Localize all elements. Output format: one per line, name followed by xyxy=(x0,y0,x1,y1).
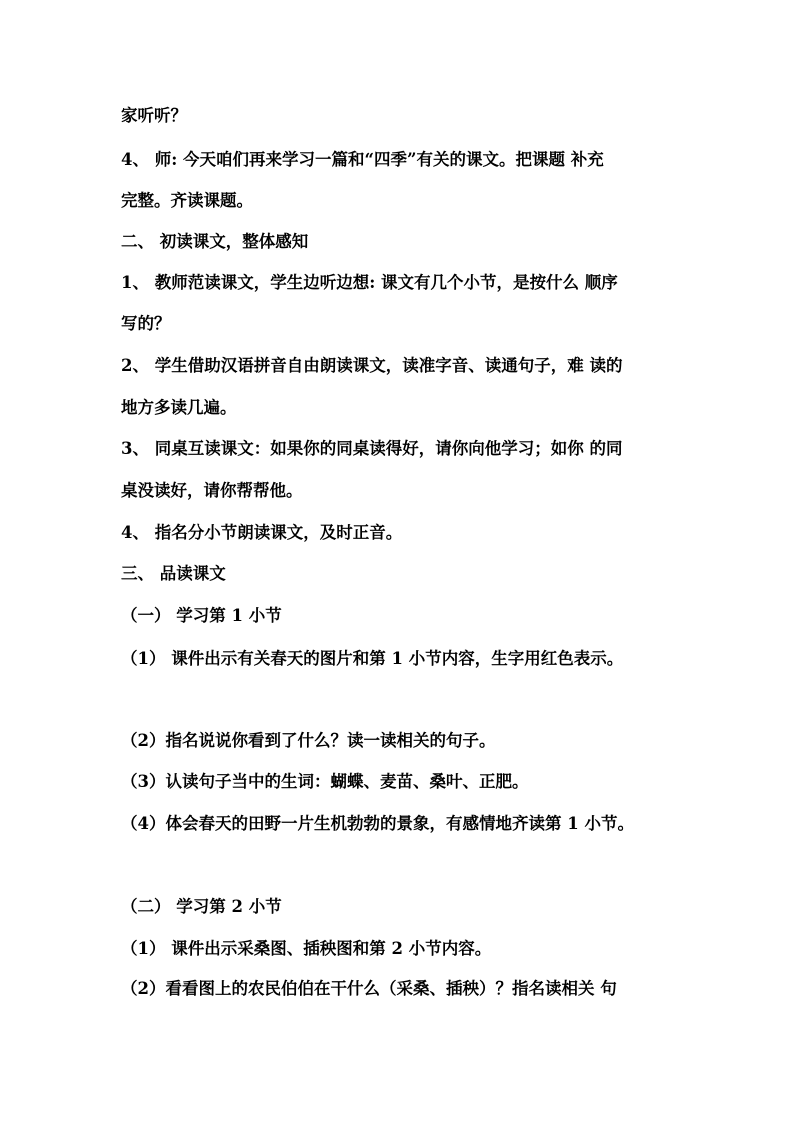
subsection-heading: （二） 学习第 2 小节 xyxy=(121,897,282,916)
text-line: 桌没读好，请你帮帮他。 xyxy=(121,481,303,500)
text-line: 4、 师: 今天咱们再来学习一篇和“四季”有关的课文。把课题 补充 xyxy=(121,150,604,169)
text-line: （1） 课件出示有关春天的图片和第 1 小节内容，生字用红色表示。 xyxy=(121,649,624,668)
text-line: （2）看看图上的农民伯伯在干什么（采桑、插秧）？指名读相关 句 xyxy=(121,979,617,998)
text-line: （4）体会春天的田野一片生机勃勃的景象，有感情地齐读第 1 小节。 xyxy=(121,814,634,833)
text-line: （3）认读句子当中的生词：蝴蝶、麦苗、桑叶、正肥。 xyxy=(121,772,529,791)
text-line: 地方多读几遍。 xyxy=(121,398,237,417)
text-line: （2）指名说说你看到了什么？读一读相关的句子。 xyxy=(121,731,496,750)
section-heading: 二、 初读课文，整体感知 xyxy=(121,232,309,251)
subsection-heading: （一） 学习第 1 小节 xyxy=(121,606,282,625)
text-line: 1、 教师范读课文，学生边听边想: 课文有几个小节，是按什么 顺序 xyxy=(121,273,618,292)
section-heading: 三、 品读课文 xyxy=(121,564,226,583)
text-line: 2、 学生借助汉语拼音自由朗读课文，读准字音、读通句子，难 读的 xyxy=(121,356,623,375)
text-line: 写的？ xyxy=(121,314,171,333)
text-line: 4、 指名分小节朗读课文，及时正音。 xyxy=(121,523,403,542)
text-line: （1） 课件出示采桑图、插秧图和第 2 小节内容。 xyxy=(121,939,492,958)
text-line: 家听听？ xyxy=(121,106,187,125)
text-line: 3、 同桌互读课文：如果你的同桌读得好，请你向他学习；如你 的同 xyxy=(121,439,623,458)
text-line: 完整。齐读课题。 xyxy=(121,191,253,210)
